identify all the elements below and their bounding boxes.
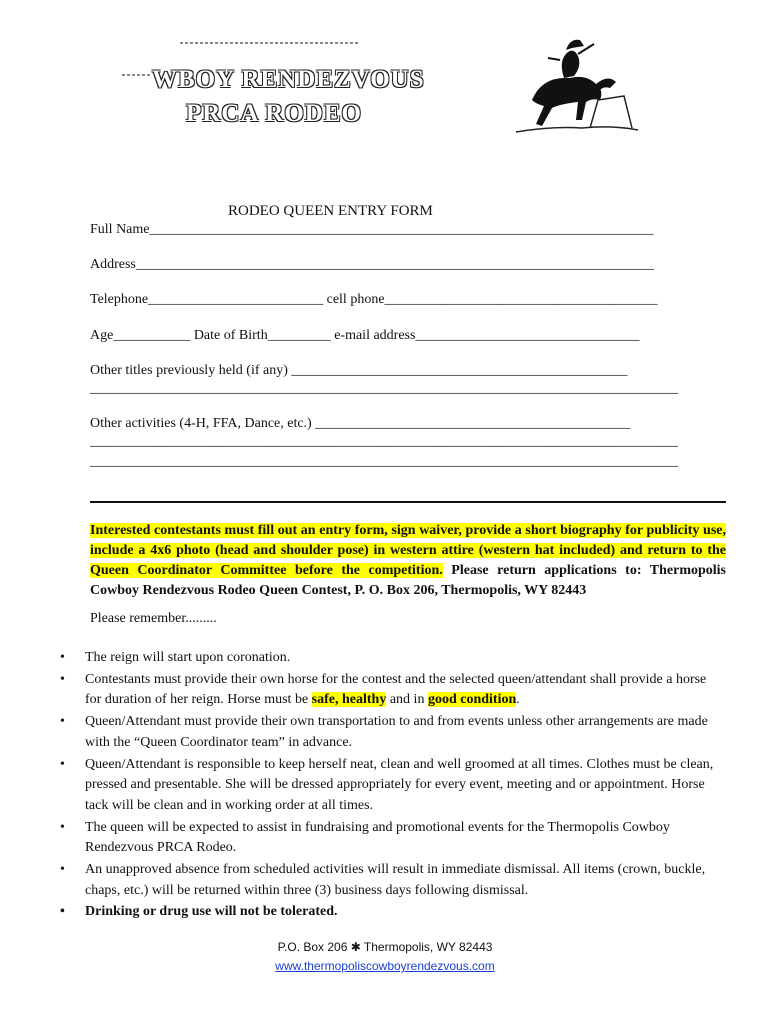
bullet-icon: •	[60, 904, 65, 920]
list-item: • Contestants must provide their own horse for the contest and the selected queen/attendant shall provide a horse for duration of her reign. Horse must be safe, healthy and in good condition.	[60, 671, 707, 708]
rules-list	[60, 648, 720, 924]
header-faint-rule	[180, 42, 360, 44]
age-dob-email-field[interactable]: Age___________ Date of Birth_________ e-mail address________________________________	[90, 328, 640, 343]
list-item: • An unapproved absence from scheduled activities will result in immediate dismissal. All items (crown, buckle, chaps, etc.) will be returned within three (3) business days following dismissal.	[60, 862, 706, 898]
section-divider	[90, 501, 726, 503]
list-item: • Queen/Attendant is responsible to keep herself neat, clean and well groomed at all times. Clothes must be clean, pressed and presentable. She will be dressed appropriately for every event, meeting and or appointment. Horse tack will be clean and in working order at all times.	[60, 756, 714, 813]
submission-notice	[90, 521, 726, 601]
other-titles-field[interactable]: Other titles previously held (if any) ________________________________________________	[90, 363, 628, 378]
title-line-1: WBOY RENDEZVOUS	[152, 66, 425, 93]
bullet-icon: •	[60, 862, 65, 878]
list-item: • The queen will be expected to assist in fundraising and promotional events for the Thermopolis Cowboy Rendezvous PRCA Rodeo.	[60, 819, 670, 856]
list-item: • Drinking or drug use will not be tolerated.	[60, 902, 720, 923]
full-name-field[interactable]: Full Name________________________________________________________________________	[90, 222, 654, 237]
bucking-bronco-rider-icon	[512, 30, 642, 136]
title-line-2: PRCA RODEO	[186, 100, 362, 127]
other-activities-line-2[interactable]: ____________________________________________________________________________________	[90, 434, 678, 449]
footer	[0, 938, 770, 976]
notice-return-address: Please return applications to: Thermopolis Cowboy Rendezvous Rodeo Queen Contest, P. O. Box 206, Thermopolis, WY 82443	[90, 563, 727, 598]
list-item: • Queen/Attendant must provide their own transportation to and from events unless other arrangements are made with the “Queen Coordinator team” in advance.	[60, 714, 708, 750]
form-heading: RODEO QUEEN ENTRY FORM	[228, 203, 433, 219]
list-item: • The reign will start upon coronation.	[60, 648, 720, 669]
notice-highlighted-text: Interested contestants must fill out an entry form, sign waiver, provide a short biography for publicity use, include a 4x6 photo (head and shoulder pose) in western attire (western hat included) and return to the Queen Coordinator Committee before the competition.	[90, 523, 726, 578]
other-titles-line-2[interactable]: ____________________________________________________________________________________	[90, 381, 678, 396]
bullet-icon: •	[60, 714, 65, 730]
bullet-icon: •	[60, 819, 65, 835]
address-field[interactable]: Address__________________________________________________________________________	[90, 257, 654, 272]
bullet-icon: •	[60, 671, 65, 687]
footer-address: P.O. Box 206 ✱ Thermopolis, WY 82443	[277, 940, 493, 954]
please-remember-label: Please remember.........	[90, 611, 217, 626]
bullet-icon: •	[60, 756, 65, 772]
footer-website-link[interactable]: www.thermopoliscowboyrendezvous.com	[275, 959, 495, 973]
telephone-field[interactable]: Telephone_________________________ cell phone_______________________________________	[90, 292, 658, 307]
bullet-icon: •	[60, 650, 65, 665]
header-faint-rule-left	[122, 74, 152, 76]
other-activities-field[interactable]: Other activities (4-H, FFA, Dance, etc.) _____________________________________________	[90, 416, 631, 431]
other-activities-line-3[interactable]: ____________________________________________________________________________________	[90, 454, 678, 469]
